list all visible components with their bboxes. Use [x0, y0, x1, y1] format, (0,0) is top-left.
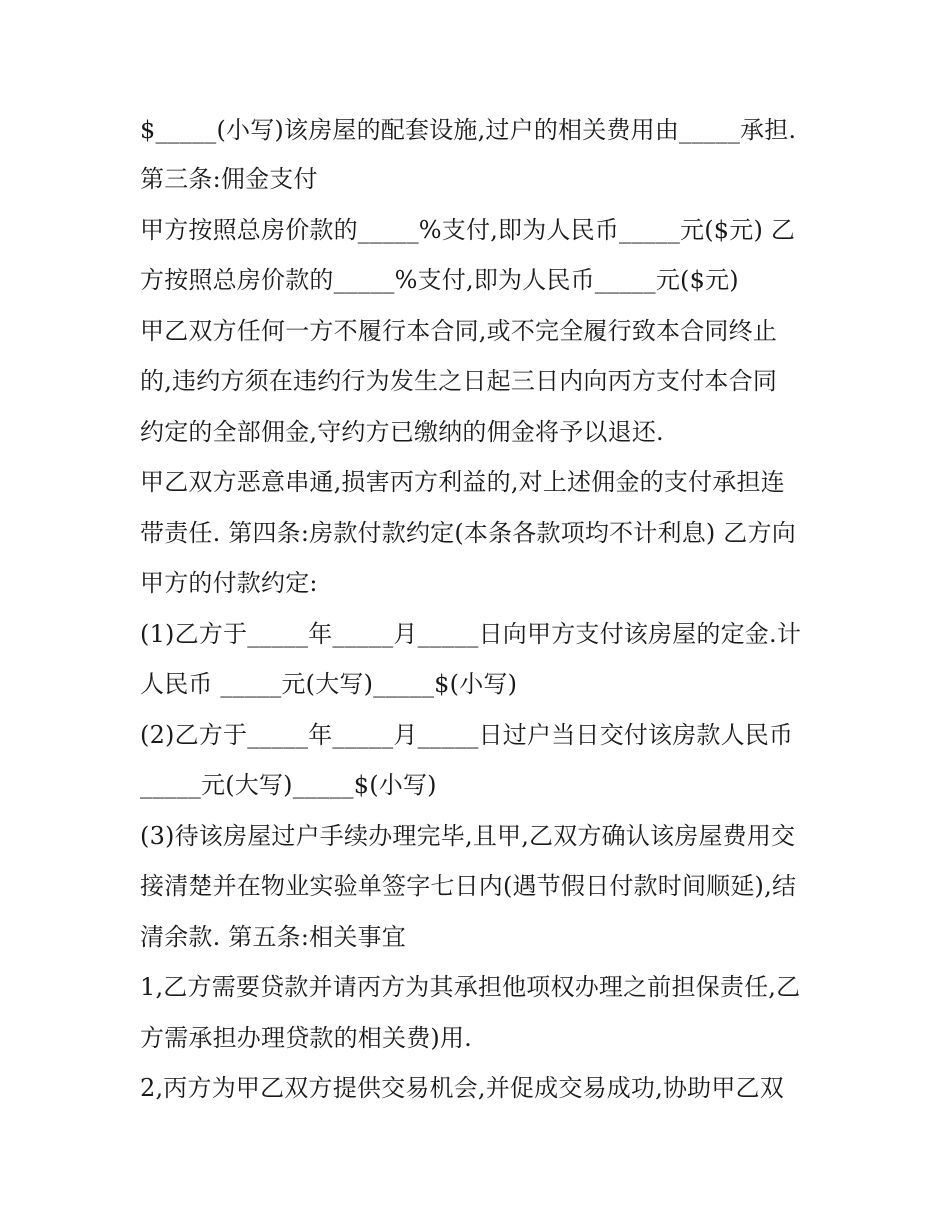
text-line: 的,违约方须在违约行为发生之日起三日内向丙方支付本合同	[140, 367, 778, 395]
text-line: (2)乙方于_____年_____月_____日过户当日交付该房款人民币	[140, 720, 794, 749]
text-line: 带责任. 第四条:房款付款约定(本条各款项均不计利息) 乙方向	[140, 518, 796, 547]
text-line: 接清楚并在物业实验单签字七日内(遇节假日付款时间顺延),结	[140, 872, 797, 900]
text-line: 甲方按照总房价款的_____%支付,即为人民币_____元($元) 乙	[140, 215, 796, 244]
text-line: 清余款. 第五条:相关事宜	[140, 922, 406, 951]
text-line: (3)待该房屋过户手续办理完毕,且甲,乙双方确认该房屋费用交	[140, 821, 796, 850]
text-line: 甲乙双方任何一方不履行本合同,或不完全履行致本合同终止	[140, 316, 778, 345]
text-line: 方需承担办理贷款的相关费)用.	[140, 1023, 472, 1052]
text-line: 约定的全部佣金,守约方已缴纳的佣金将予以退还.	[140, 417, 664, 446]
text-line: _____元(大写)_____$(小写)	[140, 771, 437, 799]
text-line: 2,丙方为甲乙双方提供交易机会,并促成交易成功,协助甲乙双	[140, 1074, 784, 1102]
text-line: (1)乙方于_____年_____月_____日向甲方支付该房屋的定金.计	[140, 619, 802, 648]
text-line: 1,乙方需要贷款并请丙方为其承担他项权办理之前担保责任,乙	[140, 973, 801, 1001]
section-heading: 第三条:佣金支付	[140, 165, 318, 193]
document-body	[140, 106, 830, 1114]
text-line: 人民币 _____元(大写)_____$(小写)	[140, 670, 518, 698]
text-line: 甲方的付款约定:	[140, 569, 318, 597]
text-line: 方按照总房价款的_____%支付,即为人民币_____元($元)	[140, 266, 739, 294]
text-line: $_____(小写)该房屋的配套设施,过户的相关费用由_____承担.	[140, 116, 797, 144]
text-line: 甲乙双方恶意串通,损害丙方利益的,对上述佣金的支付承担连	[140, 468, 785, 496]
